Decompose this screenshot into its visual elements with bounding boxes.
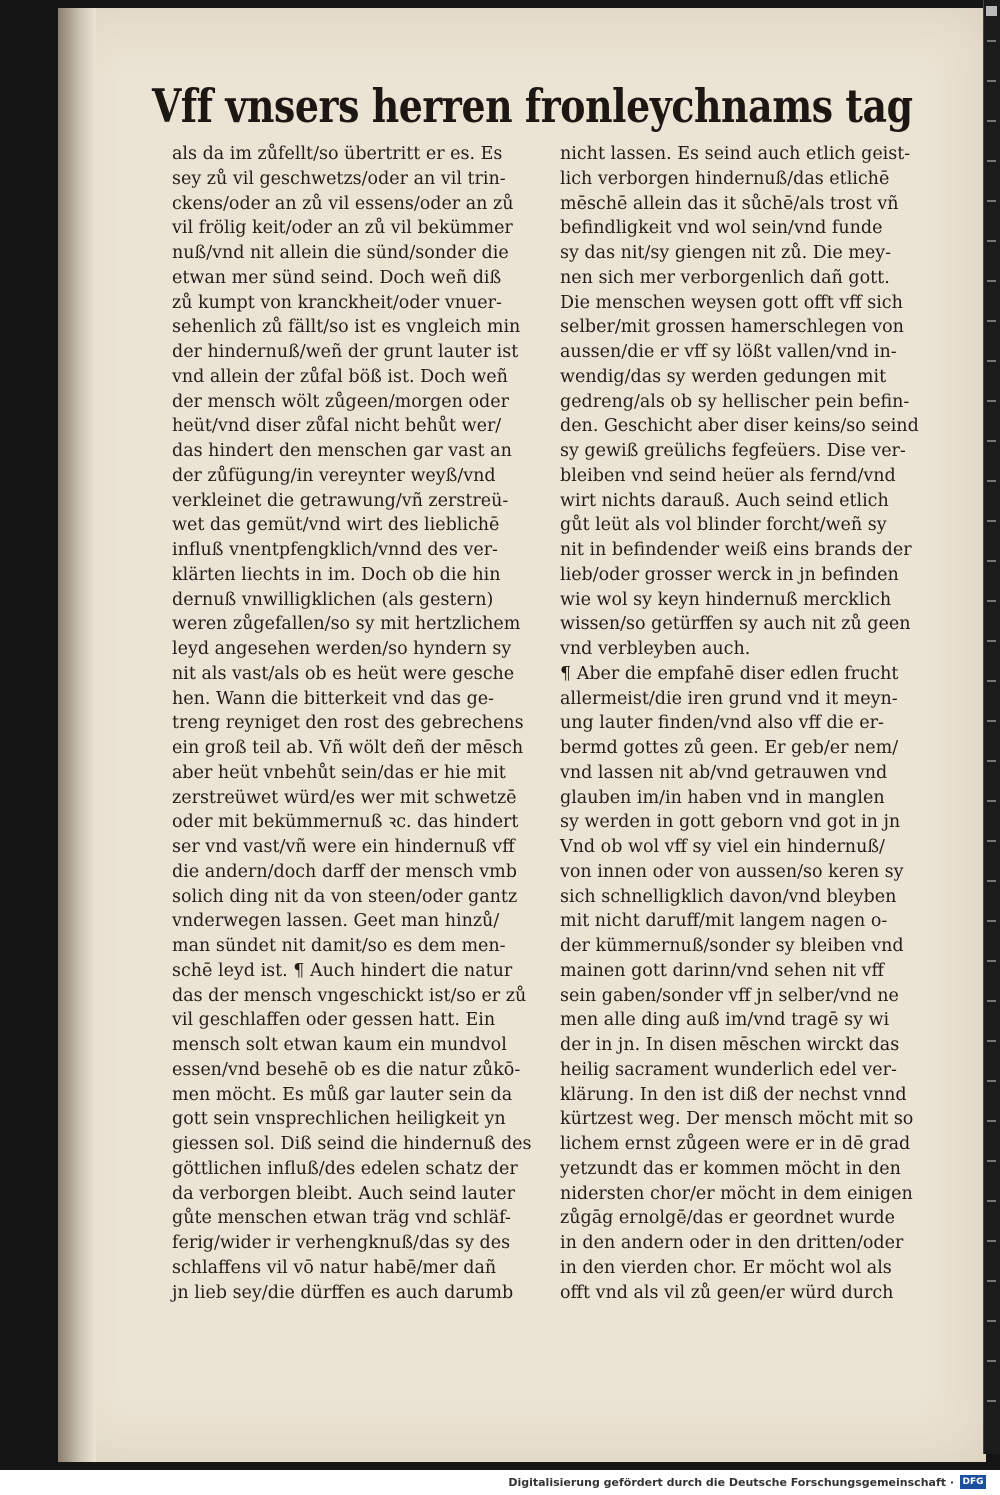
text-line: weren zůgefallen/so sy mit hertzlichem	[172, 614, 521, 635]
text-line: nuß/vnd nit allein die sünd/sonder die	[172, 243, 509, 263]
text-line: nit als vast/als ob es heüt were gesche	[172, 663, 515, 684]
ruler-tick	[987, 1040, 996, 1042]
text-line: kürtzest weg. Der mensch möcht mit so	[560, 1109, 914, 1130]
ruler-tick	[987, 1200, 996, 1202]
ruler-tick	[987, 1240, 996, 1242]
ruler-tick	[987, 840, 996, 842]
ruler-tick	[987, 720, 996, 722]
text-line: zůgāg ernolgē/das er geordnet wurde	[560, 1208, 895, 1229]
text-line: yetzundt das er kommen möcht in den	[560, 1158, 901, 1179]
text-line: oder mit bekümmernuß ꝛc. das hindert	[172, 812, 519, 833]
text-line: solich ding nit da von steen/oder gantz	[172, 886, 518, 907]
text-line: glauben im/in haben vnd in manglen	[560, 787, 885, 808]
ruler-tick	[987, 320, 996, 322]
text-line: nidersten chor/er möcht in dem einigen	[560, 1183, 913, 1204]
ruler-tick	[987, 880, 996, 882]
scroll-ruler[interactable]	[983, 0, 1000, 1454]
ruler-tick	[987, 1280, 996, 1282]
text-line: nen sich mer verborgenlich dañ gott.	[560, 267, 890, 288]
text-line: treng reyniget den rost des gebrechens	[172, 713, 524, 734]
text-line: heüt/vnd diser zůfal nicht behůt wer/	[172, 416, 502, 437]
text-column-left	[172, 142, 542, 1305]
text-line: wissen/so getürffen sy auch nit zů geen	[560, 614, 911, 635]
ruler-tick	[987, 560, 996, 562]
text-line: der kümmernuß/sonder sy bleiben vnd	[560, 936, 904, 956]
text-line: der zůfügung/in vereynter weyß/vnd	[172, 465, 496, 486]
text-line: von innen oder von aussen/so keren sy	[560, 861, 904, 882]
text-line: der in jn. In disen mēschen wirckt das	[560, 1035, 900, 1055]
ruler-tick	[987, 1360, 996, 1362]
text-line: sy gewiß greülichs fegfeüers. Dise ver-	[560, 441, 906, 461]
funding-credit: Digitalisierung gefördert durch die Deutsche Forschungsgemeinschaft ·	[508, 1476, 954, 1489]
text-line: allermeist/die iren grund vnd it meyn-	[560, 688, 898, 709]
text-line: sey zů vil geschwetzs/oder an vil trin-	[172, 168, 506, 189]
text-line: lichem ernst zůgeen were er in dē grad	[560, 1134, 911, 1154]
text-line: mit nicht daruff/mit langem nagen o-	[560, 911, 888, 932]
text-line: giessen sol. Diß seind die hindernuß des	[172, 1134, 532, 1154]
text-line: befindligkeit vnd wol sein/vnd funde	[560, 218, 883, 239]
ruler-tick	[987, 920, 996, 922]
text-column-right	[560, 142, 930, 1305]
text-line: vnd allein der zůfal böß ist. Doch weñ	[172, 366, 508, 387]
text-line: das hindert den menschen gar vast an	[172, 441, 512, 461]
text-line: vnderwegen lassen. Geet man hinzů/	[172, 911, 500, 932]
text-line: gott sein vnsprechlichen heiligkeit yn	[172, 1109, 506, 1130]
text-line: men möcht. Es můß gar lauter sein da	[172, 1084, 513, 1105]
text-line: klärung. In den ist diß der nechst vnnd	[560, 1084, 907, 1105]
ruler-tick	[987, 600, 996, 602]
text-line: mensch solt etwan kaum ein mundvol	[172, 1035, 507, 1055]
text-line: wendig/das sy werden gedungen mit	[560, 366, 887, 387]
text-line: etwan mer sünd seind. Doch weñ diß	[172, 267, 502, 288]
text-line: man sündet nit damit/so es dem men-	[172, 936, 506, 956]
text-line: heilig sacrament wunderlich edel ver-	[560, 1059, 897, 1080]
text-line: nit in befindender weiß eins brands der	[560, 540, 912, 560]
text-line: den. Geschicht aber diser keins/so seind	[560, 416, 919, 437]
ruler-tick	[987, 240, 996, 242]
text-line: gůte menschen etwan träg vnd schläf-	[172, 1208, 511, 1229]
ruler-tick	[987, 400, 996, 402]
text-line: jn lieb sey/die dürffen es auch darumb	[172, 1282, 514, 1303]
ruler-tick	[987, 680, 996, 682]
text-line: ein groß teil ab. Vñ wölt deñ der mēsch	[172, 738, 524, 758]
text-line: als da im zůfellt/so übertritt er es. Es	[172, 144, 503, 164]
text-line: bleiben vnd seind heüer als fernd/vnd	[560, 465, 896, 486]
ruler-tick	[987, 1080, 996, 1082]
ruler-tick	[987, 760, 996, 762]
text-line: lich verborgen hindernuß/das etlichē	[560, 168, 890, 189]
ruler-tick	[987, 440, 996, 442]
ruler-tick	[987, 480, 996, 482]
text-line: vil geschlaffen oder gessen hatt. Ein	[172, 1010, 496, 1031]
text-line: gůt leüt als vol blinder forcht/weñ sy	[560, 515, 887, 536]
text-line: mainen gott darinn/vnd sehen nit vff	[560, 960, 884, 981]
text-line: lieb/oder grosser werck in jn befinden	[560, 564, 899, 585]
ruler-tick	[987, 960, 996, 962]
dfg-logo: DFG	[960, 1475, 986, 1489]
text-line: offt vnd als vil zů geen/er würd durch	[560, 1282, 894, 1303]
text-line: ¶ Aber die empfahē diser edlen frucht	[560, 663, 899, 684]
text-line: vnd lassen nit ab/vnd getrauwen vnd	[560, 762, 888, 783]
text-line: sy werden in gott geborn vnd got in jn	[560, 812, 901, 833]
text-line: sy das nit/sy giengen nit zů. Die mey-	[560, 243, 892, 263]
text-line: vnd verbleyben auch.	[560, 639, 751, 659]
footer-bar	[0, 1470, 1000, 1495]
ruler-tick	[987, 1320, 996, 1322]
text-line: sein gaben/sonder vff jn selber/vnd ne	[560, 985, 899, 1006]
text-line: sich schnelligklich davon/vnd bleyben	[560, 886, 897, 907]
text-line: da verborgen bleibt. Auch seind lauter	[172, 1183, 515, 1204]
text-line: wirt nichts darauß. Auch seind etlich	[560, 490, 889, 511]
text-line: men alle ding auß im/vnd tragē sy wi	[560, 1010, 890, 1031]
page-heading: Vff vnsers herren fronleychnams tag	[152, 79, 913, 133]
page-gutter-shadow	[58, 8, 96, 1462]
text-line: ser vnd vast/vñ were ein hindernuß vff	[172, 837, 515, 857]
text-line: sehenlich zů fällt/so ist es vngleich min	[172, 317, 521, 338]
ruler-tick	[987, 80, 996, 82]
text-line: die andern/doch darff der mensch vmb	[172, 861, 517, 882]
text-line: das der mensch vngeschickt ist/so er zů	[172, 985, 527, 1006]
ruler-tick	[987, 1400, 996, 1402]
text-line: hen. Wann die bitterkeit vnd das ge-	[172, 688, 495, 709]
ruler-tick	[987, 1000, 996, 1002]
ruler-tick	[987, 360, 996, 362]
text-line: wet das gemüt/vnd wirt des lieblichē	[172, 515, 500, 536]
text-line: der hindernuß/weñ der grunt lauter ist	[172, 342, 519, 362]
text-line: wie wol sy keyn hindernuß mercklich	[560, 589, 892, 610]
ruler-tick	[987, 40, 996, 42]
text-line: aber heüt vnbehůt sein/das er hie mit	[172, 762, 506, 783]
text-line: Die menschen weysen gott offt vff sich	[560, 292, 903, 313]
text-line: zerstreüwet würd/es wer mit schwetzē	[172, 787, 517, 808]
text-line: der mensch wölt zůgeen/morgen oder	[172, 391, 509, 412]
text-line: ferig/wider ir verhengknuß/das sy des	[172, 1233, 511, 1253]
text-line: ung lauter finden/vnd also vff die er-	[560, 713, 884, 734]
text-line: vil frölig keit/oder an zů vil bekümmer	[172, 218, 513, 239]
text-line: in den andern oder in den dritten/oder	[560, 1233, 904, 1253]
ruler-tick	[987, 800, 996, 802]
text-line: mēschē allein das it sůchē/als trost vñ	[560, 193, 899, 214]
text-line: leyd angesehen werden/so hyndern sy	[172, 639, 512, 659]
ruler-tick	[987, 280, 996, 282]
text-line: schlaffens vil vō natur habē/mer dañ	[172, 1257, 497, 1278]
ruler-marker-icon	[986, 6, 997, 16]
ruler-tick	[987, 160, 996, 162]
ruler-tick	[987, 200, 996, 202]
text-line: in den vierden chor. Er möcht wol als	[560, 1257, 892, 1278]
ruler-tick	[987, 1120, 996, 1122]
ruler-tick	[987, 640, 996, 642]
text-line: aussen/die er vff sy lößt vallen/vnd in-	[560, 342, 897, 362]
ruler-tick	[987, 1160, 996, 1162]
text-line: gedreng/als ob sy hellischer pein befin-	[560, 391, 910, 412]
ruler-tick	[987, 120, 996, 122]
text-line: verkleinet die getrawung/vñ zerstreü-	[172, 490, 509, 511]
text-line: schē leyd ist. ¶ Auch hindert die natur	[172, 960, 513, 981]
text-line: bermd gottes zů geen. Er geb/er nem/	[560, 738, 899, 758]
ruler-tick	[987, 520, 996, 522]
text-line: influß vnentpfengklich/vnnd des ver-	[172, 540, 498, 560]
text-line: selber/mit grossen hamerschlegen von	[560, 317, 904, 338]
text-line: zů kumpt von kranckheit/oder vnuer-	[172, 292, 502, 313]
text-line: nicht lassen. Es seind auch etlich geist-	[560, 144, 911, 164]
text-line: Vnd ob wol vff sy viel ein hindernuß/	[560, 837, 885, 857]
text-line: ckens/oder an zů vil essens/oder an zů	[172, 193, 514, 214]
text-line: dernuß vnwilligklichen (als gestern)	[172, 589, 494, 610]
text-line: klärten liechts in im. Doch ob die hin	[172, 564, 501, 585]
text-line: essen/vnd besehē ob es die natur zůkō-	[172, 1059, 521, 1080]
text-line: göttlichen influß/des edelen schatz der	[172, 1158, 518, 1179]
